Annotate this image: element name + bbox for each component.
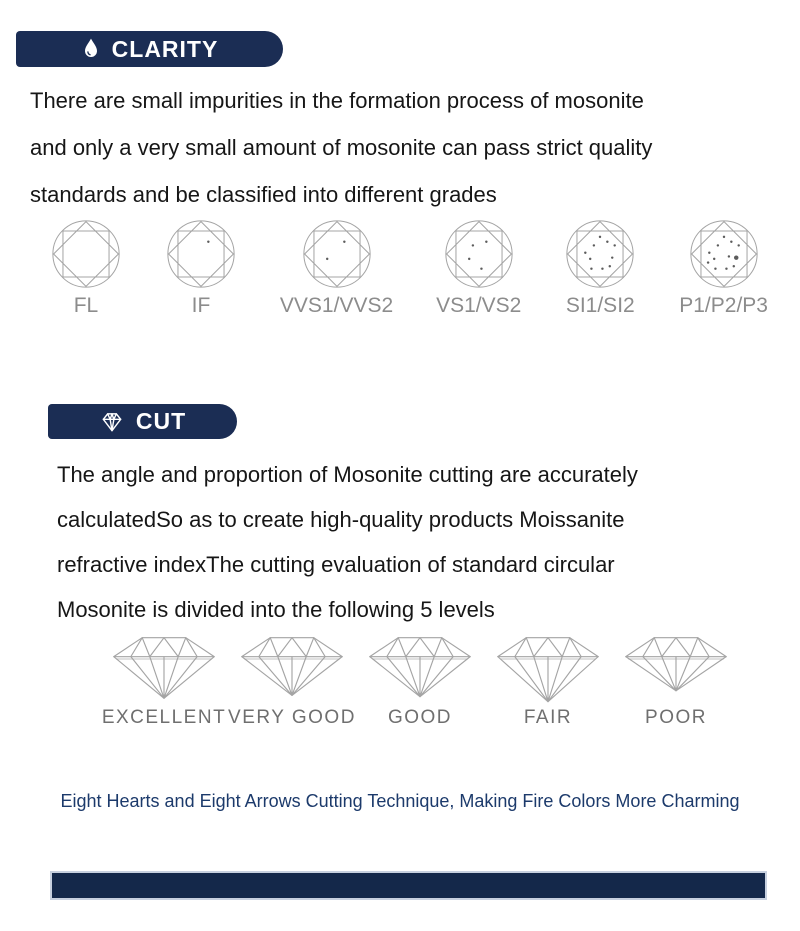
cut-grade-label: EXCELLENT bbox=[101, 707, 227, 728]
diamond-side-view-illustration bbox=[101, 632, 227, 704]
cut-grade-row bbox=[100, 632, 740, 729]
cut-paragraph bbox=[57, 452, 760, 632]
clarity-grade-label: VVS1/VVS2 bbox=[279, 294, 394, 317]
cut-grade-item-good bbox=[356, 632, 484, 729]
clarity-grade-item-vvs bbox=[280, 218, 393, 318]
cut-grade-item-poor bbox=[612, 632, 740, 729]
bottom-divider-bar bbox=[50, 871, 767, 900]
clarity-grade-item-if bbox=[165, 218, 237, 318]
diamond-side-view-illustration bbox=[485, 632, 611, 704]
clarity-grade-row bbox=[50, 218, 768, 318]
cut-paragraph-line-3: refractive indexThe cutting evaluation of standard circular bbox=[57, 552, 615, 577]
clarity-grade-label: SI1/SI2 bbox=[565, 294, 635, 317]
cut-grade-item-fair bbox=[484, 632, 612, 729]
clarity-grade-item-fl bbox=[50, 218, 122, 318]
clarity-paragraph-line-3: standards and be classified into different grades bbox=[30, 182, 497, 207]
clarity-banner-label: CLARITY bbox=[111, 35, 219, 62]
diamond-top-view-illustration bbox=[564, 218, 636, 290]
tagline: Eight Hearts and Eight Arrows Cutting Technique, Making Fire Colors More Charming bbox=[60, 791, 740, 811]
clarity-grade-item-p bbox=[679, 218, 768, 318]
cut-section bbox=[0, 404, 800, 729]
diamond-side-view-illustration bbox=[229, 632, 355, 704]
cut-paragraph-line-1: The angle and proportion of Mosonite cutting are accurately bbox=[57, 462, 638, 487]
cut-grade-item-excellent bbox=[100, 632, 228, 729]
clarity-grade-label: P1/P2/P3 bbox=[679, 294, 768, 317]
diamond-side-view-illustration bbox=[613, 632, 739, 704]
cut-grade-label: FAIR bbox=[523, 707, 573, 728]
cut-paragraph-line-2: calculatedSo as to create high-quality products Moissanite bbox=[57, 507, 625, 532]
clarity-paragraph-line-2: and only a very small amount of mosonite can pass strict quality bbox=[30, 135, 653, 160]
clarity-grade-item-vs bbox=[436, 218, 521, 318]
diamond-top-view-illustration bbox=[165, 218, 237, 290]
diamond-top-view-illustration bbox=[301, 218, 373, 290]
diamond-top-view-illustration bbox=[688, 218, 760, 290]
clarity-section bbox=[0, 31, 800, 318]
clarity-paragraph bbox=[30, 77, 772, 218]
diamond-side-view-illustration bbox=[357, 632, 483, 704]
cut-grade-label: POOR bbox=[645, 707, 707, 728]
clarity-paragraph-line-1: There are small impurities in the formation process of mosonite bbox=[30, 88, 644, 113]
cut-grade-label: GOOD bbox=[387, 707, 453, 728]
diamond-top-view-illustration bbox=[443, 218, 515, 290]
gem-icon bbox=[99, 409, 125, 435]
cut-grade-label: VERY GOOD bbox=[228, 707, 356, 728]
cut-grade-item-very-good bbox=[228, 632, 356, 729]
clarity-grade-label: FL bbox=[73, 294, 99, 317]
cut-section-banner bbox=[48, 404, 237, 439]
clarity-grade-item-si bbox=[564, 218, 636, 318]
cut-banner-label: CUT bbox=[135, 408, 187, 434]
clarity-grade-label: IF bbox=[191, 294, 211, 317]
clarity-section-banner bbox=[16, 31, 283, 67]
clarity-grade-label: VS1/VS2 bbox=[436, 294, 522, 317]
cut-paragraph-line-4: Mosonite is divided into the following 5 levels bbox=[57, 597, 495, 622]
diamond-top-view-illustration bbox=[50, 218, 122, 290]
water-drop-icon bbox=[81, 37, 101, 61]
